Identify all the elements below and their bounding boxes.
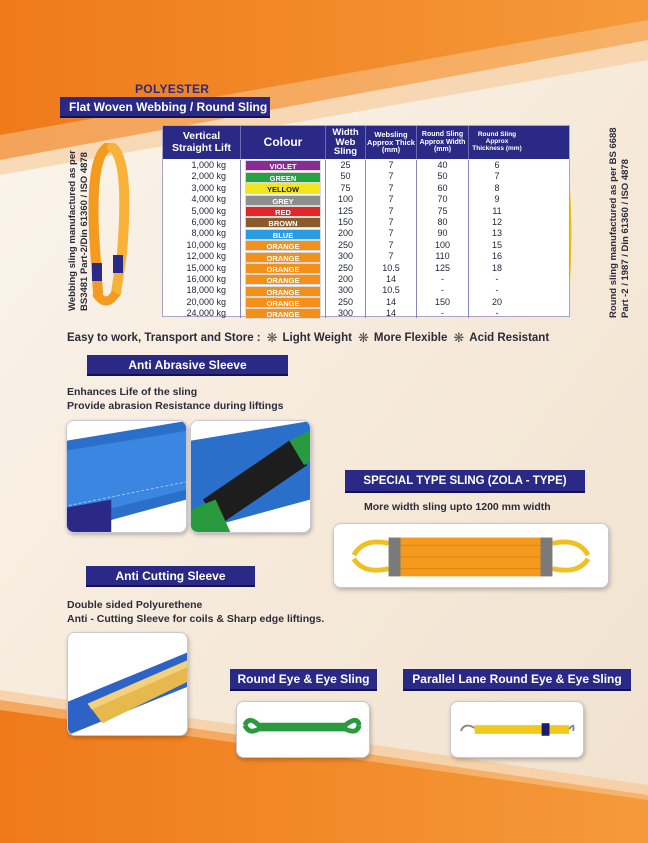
table-cell-round-thick: 15 (491, 239, 502, 250)
table-cell-thick: 14 (385, 296, 396, 307)
table-cell-width: 125 (337, 205, 354, 216)
table-cell-width: 75 (340, 182, 351, 193)
table-cell-round-thick: 9 (494, 194, 500, 205)
table-cell-lift: 24,000 kg (186, 308, 226, 319)
anti-abrasive-description: Enhances Life of the sling Provide abrasion Resistance during liftings (67, 386, 284, 412)
table-cell-round-width: 125 (434, 262, 451, 273)
header-lift: Vertical Straight Lift (163, 126, 241, 159)
table-cell-thick: 7 (388, 216, 394, 227)
table-cell-round-thick: 7 (494, 171, 500, 182)
table-cell-round-thick: - (495, 308, 499, 319)
table-cell-width: 250 (337, 296, 354, 307)
table-cell-width: 300 (337, 285, 354, 296)
colour-swatch: ORANGE (245, 297, 321, 308)
table-cell-lift: 3,000 kg (191, 182, 226, 193)
table-cell-lift: 16,000 kg (186, 273, 226, 284)
header-thick: Websling Approx Thick (mm) (366, 126, 417, 159)
header-colour: Colour (241, 126, 326, 159)
table-cell-thick: 7 (388, 228, 394, 239)
header-round-thick: Round Sling Approx Thickness (mm) (472, 131, 522, 152)
table-cell-width: 250 (337, 239, 354, 250)
colour-swatch: BROWN (245, 217, 321, 228)
column-lift (163, 160, 241, 318)
table-cell-thick: 7 (388, 251, 394, 262)
round-eye-sling-photo (236, 701, 370, 758)
table-cell-round-width: 50 (437, 171, 448, 182)
table-cell-width: 300 (337, 308, 354, 319)
asterisk-icon: ❋ (266, 330, 278, 345)
special-type-description: More width sling upto 1200 mm width (364, 501, 551, 513)
anti-cutting-photo (67, 632, 188, 736)
feature-item: More Flexible (373, 332, 448, 344)
table-cell-lift: 15,000 kg (186, 262, 226, 273)
colour-swatch: ORANGE (245, 240, 321, 251)
anti-abrasive-photo-black (190, 420, 311, 533)
feature-item: Acid Resistant (469, 332, 550, 344)
colour-swatch: BLUE (245, 229, 321, 240)
anti-cutting-title: Anti Cutting Sleeve (86, 566, 255, 587)
table-cell-round-width: 90 (437, 228, 448, 239)
table-cell-lift: 5,000 kg (191, 205, 226, 216)
table-cell-thick: 7 (388, 182, 394, 193)
table-cell-round-width: 150 (434, 296, 451, 307)
colour-swatch: RED (245, 206, 321, 217)
webbing-standard-caption: Webbing sling manufactured as per BS3481 Part-2/Din 61360 / ISO 4878 (67, 150, 90, 311)
colour-swatch: YELLOW (245, 183, 321, 194)
column-width (326, 160, 366, 318)
table-cell-round-thick: - (495, 285, 499, 296)
table-cell-lift: 12,000 kg (186, 251, 226, 262)
table-cell-round-width: 70 (437, 194, 448, 205)
table-cell-lift: 1,000 kg (191, 160, 226, 170)
anti-abrasive-photo-blue (66, 420, 187, 533)
table-cell-round-thick: 6 (494, 160, 500, 170)
table-cell-lift: 6,000 kg (191, 216, 226, 227)
table-cell-thick: 7 (388, 194, 394, 205)
parallel-lane-title: Parallel Lane Round Eye & Eye Sling (403, 669, 631, 691)
table-cell-width: 150 (337, 216, 354, 227)
table-cell-round-thick: 8 (494, 182, 500, 193)
table-cell-round-thick: 11 (492, 205, 502, 216)
colour-swatch: ORANGE (245, 286, 321, 297)
table-cell-round-width: 110 (435, 251, 450, 262)
anti-abrasive-title: Anti Abrasive Sleeve (87, 355, 288, 376)
header-round-width: Round Sling Approx Width (mm) (417, 126, 469, 159)
table-cell-lift: 10,000 kg (186, 239, 226, 250)
table-cell-round-width: 60 (437, 182, 448, 193)
table-cell-round-thick: 12 (491, 216, 502, 227)
table-cell-thick: 7 (388, 239, 394, 250)
asterisk-icon: ❋ (357, 330, 369, 345)
colour-swatch: VIOLET (245, 160, 321, 171)
table-cell-round-width: 80 (437, 216, 448, 227)
column-round-width (417, 160, 469, 318)
table-cell-width: 50 (340, 171, 351, 182)
table-cell-lift: 20,000 kg (186, 296, 226, 307)
table-cell-lift: 18,000 kg (186, 285, 226, 296)
table-cell-width: 300 (337, 251, 354, 262)
colour-swatch: ORANGE (245, 263, 321, 274)
table-cell-round-width: - (441, 285, 444, 296)
colour-swatch: ORANGE (245, 252, 321, 263)
table-cell-width: 25 (340, 160, 351, 170)
flat-woven-title: Flat Woven Webbing / Round Sling (60, 97, 270, 118)
colour-swatch: GREY (245, 195, 321, 206)
round-eye-title: Round Eye & Eye Sling (230, 669, 377, 691)
colour-swatch: ORANGE (245, 308, 321, 319)
table-cell-thick: 14 (385, 273, 396, 284)
table-cell-lift: 4,000 kg (191, 194, 226, 205)
round-sling-standard-caption: Round sling manufactured as per BS 6688 Part -2 / 1987 / Din 61360 / ISO 4878 (608, 127, 631, 318)
table-cell-round-width: 40 (437, 160, 448, 170)
table-cell-round-width: 75 (437, 205, 448, 216)
table-cell-thick: 7 (388, 171, 394, 182)
feature-item: Light Weight (282, 332, 352, 344)
colour-swatch: GREEN (245, 172, 321, 183)
spec-table (162, 125, 570, 320)
column-round-thick (469, 160, 525, 318)
table-cell-thick: 10.5 (382, 262, 400, 273)
parallel-lane-sling-photo (450, 701, 584, 758)
features-line (67, 330, 549, 346)
special-type-title: SPECIAL TYPE SLING (ZOLA - TYPE) (345, 470, 585, 493)
table-cell-width: 200 (337, 228, 354, 239)
table-cell-thick: 7 (388, 160, 394, 170)
table-cell-round-thick: 13 (491, 228, 502, 239)
table-cell-round-thick: 20 (491, 296, 502, 307)
table-cell-round-thick: 16 (491, 251, 502, 262)
zola-sling-photo (333, 523, 609, 588)
anti-cutting-description: Double sided Polyurethene Anti - Cutting Sleeve for coils & Sharp edge liftings. (67, 599, 325, 625)
table-cell-lift: 2,000 kg (191, 171, 226, 182)
header-width: Width Web Sling (326, 126, 366, 159)
column-thick (366, 160, 417, 318)
spec-table-body (163, 160, 569, 318)
table-cell-round-width: - (441, 273, 444, 284)
table-cell-width: 250 (337, 262, 354, 273)
table-cell-width: 200 (337, 273, 354, 284)
polyester-heading: POLYESTER (135, 82, 210, 96)
table-cell-round-width: - (441, 308, 444, 319)
features-lead: Easy to work, Transport and Store : (67, 332, 261, 344)
table-cell-round-thick: - (495, 273, 499, 284)
table-cell-round-thick: 18 (491, 262, 502, 273)
webbing-sling-illustration (86, 143, 134, 311)
table-cell-lift: 8,000 kg (191, 228, 226, 239)
asterisk-icon: ❋ (453, 330, 465, 345)
spec-table-header (163, 126, 569, 159)
table-cell-round-width: 100 (434, 239, 451, 250)
colour-swatch: ORANGE (245, 274, 321, 285)
table-cell-width: 100 (337, 194, 354, 205)
table-cell-thick: 14 (385, 308, 396, 319)
column-colour (241, 160, 326, 318)
table-cell-thick: 7 (388, 205, 394, 216)
table-cell-thick: 10.5 (382, 285, 400, 296)
